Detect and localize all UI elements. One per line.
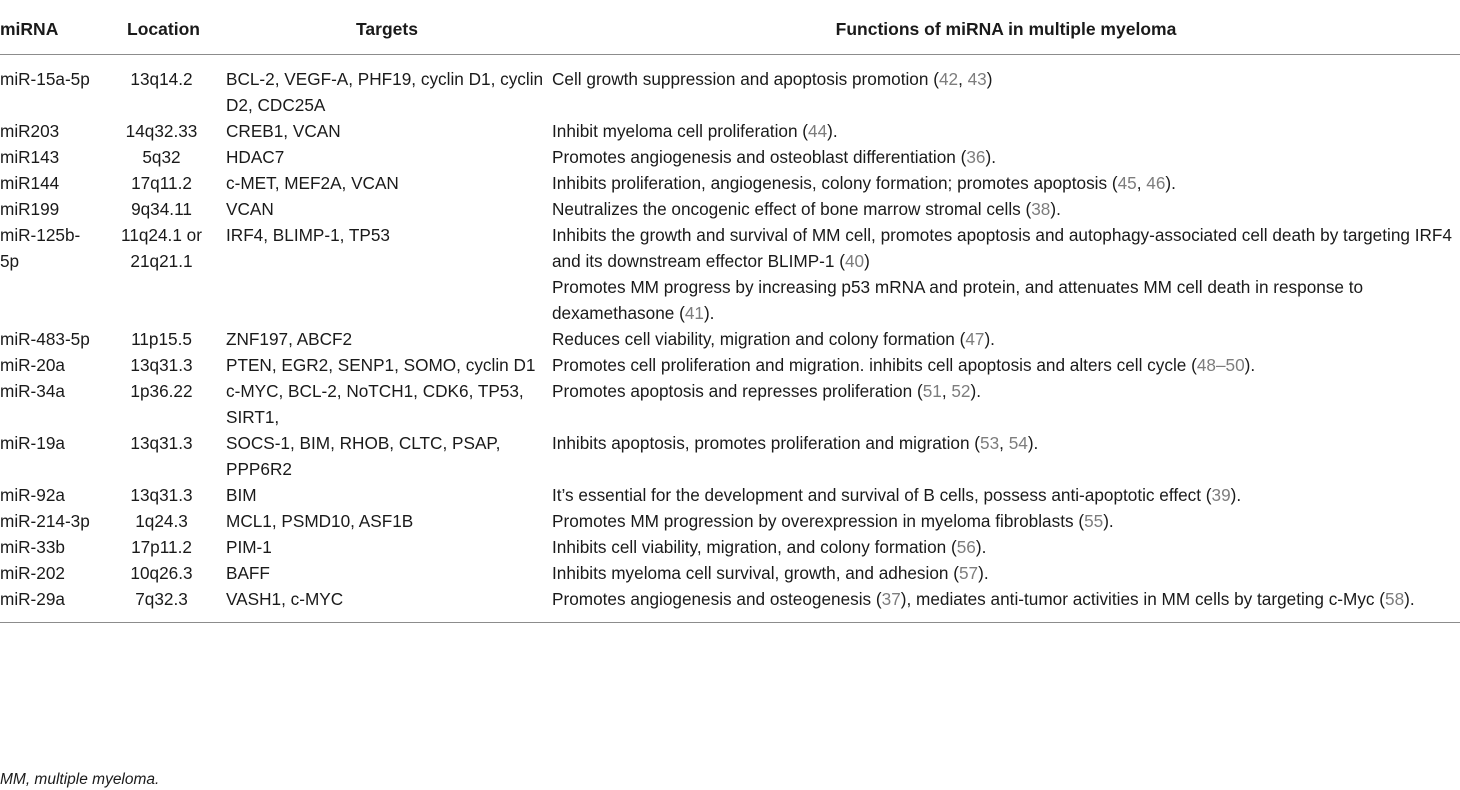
reference-link[interactable]: 58 [1385, 589, 1405, 609]
function-statement [552, 586, 1456, 612]
cell-mirna: miR-33b [0, 537, 65, 557]
cell-targets: IRF4, BLIMP-1, TP53 [226, 225, 390, 245]
reference-link[interactable]: 41 [684, 303, 704, 323]
header-targets: Targets [222, 6, 552, 55]
cell-functions [552, 55, 1460, 119]
function-text: Promotes MM progression by overexpression in myeloma fibroblasts ( [552, 511, 1085, 531]
reference-link[interactable]: 38 [1031, 199, 1051, 219]
cell-location: 13q31.3 [130, 355, 193, 375]
function-text-end: ). [703, 303, 715, 323]
cell-functions [552, 586, 1460, 623]
cell-functions [552, 430, 1460, 482]
cell-mirna: miR-214-3p [0, 511, 90, 531]
cell-targets: VCAN [226, 199, 274, 219]
table-row [0, 196, 1460, 222]
reference-link[interactable]: 53 [980, 433, 1000, 453]
reference-link[interactable]: 51 [922, 381, 942, 401]
function-text: Inhibits the growth and survival of MM cell, promotes apoptosis and autophagy-associated cell death by targeting IRF4 and its downstream effector BLIMP-1 ( [552, 225, 1452, 271]
cell-functions [552, 560, 1460, 586]
reference-link[interactable]: 37 [881, 589, 901, 609]
function-statement [552, 560, 1456, 586]
reference-link[interactable]: 57 [958, 563, 979, 583]
function-text-end: ). [984, 329, 995, 349]
cell-functions [552, 508, 1460, 534]
table-row [0, 352, 1460, 378]
function-text-end: ). [975, 537, 987, 557]
cell-targets: SOCS-1, BIM, RHOB, CLTC, PSAP, PPP6R2 [226, 433, 501, 479]
function-statement: Promotes apoptosis and represses proliferation (51, 52). [552, 381, 981, 401]
table-body [0, 55, 1460, 623]
cell-location: 13q31.3 [130, 433, 193, 453]
function-text: Inhibits apoptosis, promotes proliferation and migration ( [552, 433, 981, 453]
table-row [0, 170, 1460, 196]
function-text-end: ). [970, 381, 981, 401]
function-text-end: ). [1165, 173, 1176, 193]
cell-targets: PIM-1 [226, 537, 272, 557]
function-statement [552, 274, 1456, 326]
table-row [0, 534, 1460, 560]
function-text: Promotes MM progress by increasing p53 mRNA and protein, and attenuates MM cell death in response to dexamethasone ( [552, 277, 1364, 323]
cell-location: 11p15.5 [131, 329, 192, 349]
function-text: Promotes cell proliferation and migration. inhibits cell apoptosis and alters cell cycle ( [552, 355, 1197, 375]
cell-mirna: miR-92a [0, 485, 65, 505]
cell-targets: PTEN, EGR2, SENP1, SOMO, cyclin D1 [226, 355, 536, 375]
cell-location: 17q11.2 [131, 173, 192, 193]
function-statement [552, 352, 1456, 378]
cell-mirna: miR203 [0, 121, 60, 141]
data-table-container [0, 6, 1460, 623]
reference-link[interactable]: 40 [844, 251, 865, 271]
cell-targets: HDAC7 [226, 147, 285, 167]
cell-location: 13q14.2 [130, 69, 193, 89]
function-statement [552, 118, 1456, 144]
reference-link[interactable]: 55 [1084, 511, 1104, 531]
function-text-end: ). [1103, 511, 1114, 531]
function-text: Neutralizes the oncogenic effect of bone marrow stromal cells ( [552, 199, 1032, 219]
cell-functions [552, 534, 1460, 560]
cell-functions [552, 196, 1460, 222]
cell-mirna: miR-20a [0, 355, 65, 375]
function-text-end: ). [1027, 433, 1039, 453]
cell-mirna: miR-29a [0, 586, 105, 623]
cell-functions [552, 482, 1460, 508]
table-row [0, 326, 1460, 352]
cell-targets: c-MET, MEF2A, VCAN [226, 173, 399, 193]
cell-location: 11q24.1 or 21q21.1 [121, 225, 202, 271]
cell-targets: BCL-2, VEGF-A, PHF19, cyclin D1, cyclin D2, CDC25A [226, 69, 544, 115]
table-row [0, 586, 1460, 623]
reference-link[interactable]: 43 [967, 69, 987, 89]
function-text: Promotes angiogenesis and osteogenesis ( [552, 589, 882, 609]
cell-targets: BAFF [226, 563, 270, 583]
cell-location: 13q31.3 [130, 485, 193, 505]
function-text: Inhibits myeloma cell survival, growth, and adhesion ( [552, 563, 959, 583]
function-statement [552, 482, 1456, 508]
cell-targets: ZNF197, ABCF2 [226, 329, 353, 349]
cell-targets: VASH1, c-MYC [222, 586, 552, 623]
cell-location: 9q34.11 [131, 199, 192, 219]
cell-functions [552, 352, 1460, 378]
function-text-end: ), mediates anti-tumor activities in MM cells by targeting c-Myc ( [900, 589, 1386, 609]
header-row [0, 6, 1460, 55]
cell-targets: CREB1, VCAN [226, 121, 341, 141]
cell-functions [552, 170, 1460, 196]
function-text: Cell growth suppression and apoptosis promotion ( [552, 69, 939, 89]
function-text-end: ). [1230, 485, 1242, 505]
table-row [0, 430, 1460, 482]
table-footnote: MM, multiple myeloma. [0, 771, 160, 788]
function-statement [552, 508, 1456, 534]
reference-link[interactable]: 46 [1146, 173, 1166, 193]
function-text-end: ). [985, 147, 996, 167]
cell-targets: c-MYC, BCL-2, NoTCH1, CDK6, TP53, SIRT1, [226, 381, 524, 427]
reference-link[interactable]: 44 [808, 121, 828, 141]
table-row [0, 118, 1460, 144]
cell-location: 5q32 [142, 147, 181, 167]
function-statement [552, 534, 1456, 560]
function-statement [552, 144, 1456, 170]
reference-link[interactable]: 36 [966, 147, 986, 167]
function-text-end: ). [1404, 589, 1415, 609]
cell-functions [552, 222, 1460, 326]
function-text: Promotes apoptosis and represses proliferation ( [552, 381, 923, 401]
header-location: Location [105, 6, 222, 55]
cell-location: 1p36.22 [130, 381, 193, 401]
cell-mirna: miR143 [0, 147, 60, 167]
cell-mirna: miR144 [0, 173, 60, 193]
function-text-end: ). [978, 563, 989, 583]
table-row [0, 144, 1460, 170]
table-row [0, 482, 1460, 508]
cell-mirna: miR-125b-5p [0, 225, 81, 271]
function-statement [552, 326, 1456, 352]
function-text-end: ). [1244, 355, 1256, 375]
cell-mirna: miR-34a [0, 381, 65, 401]
cell-location: 14q32.33 [125, 121, 198, 141]
reference-link[interactable]: 39 [1211, 485, 1231, 505]
function-statement [552, 222, 1456, 274]
function-statement: Cell growth suppression and apoptosis promotion (42, 43) [552, 69, 993, 89]
cell-mirna: miR199 [0, 199, 60, 219]
function-text-end: ) [864, 251, 870, 271]
function-statement: Inhibits proliferation, angiogenesis, colony formation; promotes apoptosis (45, 46). [552, 173, 1176, 193]
function-statement [552, 196, 1456, 222]
table-row [0, 222, 1460, 326]
mirna-table [0, 6, 1460, 623]
cell-mirna: miR-202 [0, 563, 65, 583]
function-text-end: ). [827, 121, 838, 141]
table-row [0, 560, 1460, 586]
reference-link[interactable]: 42 [938, 69, 959, 89]
function-text-end: ) [986, 69, 993, 89]
function-text: Promotes angiogenesis and osteoblast differentiation ( [552, 147, 967, 167]
header-mirna: miRNA [0, 6, 105, 55]
reference-link[interactable]: 48–50 [1196, 355, 1245, 375]
cell-location: 1q24.3 [135, 511, 188, 531]
function-text: Inhibits proliferation, angiogenesis, colony formation; promotes apoptosis ( [552, 173, 1118, 193]
function-text: Inhibit myeloma cell proliferation ( [552, 121, 809, 141]
reference-link[interactable]: 47 [965, 329, 985, 349]
cell-functions [552, 326, 1460, 352]
reference-link[interactable]: 52 [951, 381, 971, 401]
table-header [0, 6, 1460, 55]
function-text-end: ). [1050, 199, 1061, 219]
table-row [0, 378, 1460, 430]
cell-location: 7q32.3 [105, 586, 222, 623]
cell-location: 17p11.2 [131, 537, 192, 557]
cell-mirna: miR-15a-5p [0, 69, 90, 89]
reference-link[interactable]: 54 [1008, 433, 1028, 453]
cell-location: 10q26.3 [130, 563, 193, 583]
function-statement: Inhibits apoptosis, promotes proliferation and migration (53, 54). [552, 433, 1039, 453]
function-text: Reduces cell viability, migration and colony formation ( [552, 329, 966, 349]
cell-functions [552, 118, 1460, 144]
cell-functions [552, 378, 1460, 430]
reference-link[interactable]: 56 [956, 537, 976, 557]
cell-targets: BIM [226, 485, 257, 505]
cell-functions [552, 144, 1460, 170]
table-row [0, 55, 1460, 119]
cell-mirna: miR-19a [0, 433, 65, 453]
function-text: Inhibits cell viability, migration, and colony formation ( [552, 537, 957, 557]
function-text: It’s essential for the development and survival of B cells, possess anti-apoptotic effect ( [552, 485, 1212, 505]
header-functions: Functions of miRNA in multiple myeloma [552, 6, 1460, 55]
cell-targets: MCL1, PSMD10, ASF1B [226, 511, 414, 531]
reference-link[interactable]: 45 [1117, 173, 1137, 193]
table-row [0, 508, 1460, 534]
cell-mirna: miR-483-5p [0, 329, 90, 349]
